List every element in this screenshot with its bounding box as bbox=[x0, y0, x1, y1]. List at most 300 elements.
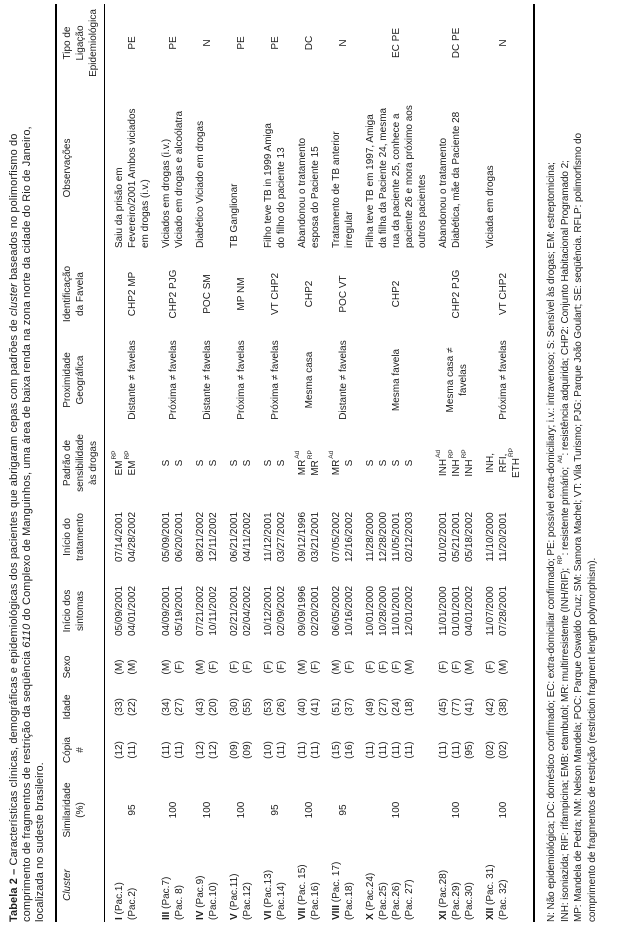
drug-pattern-value bbox=[330, 426, 343, 500]
superscript: Ad bbox=[435, 449, 442, 458]
title-line bbox=[34, 4, 47, 922]
cell-symptoms-date-value: 02/20/2001 bbox=[310, 585, 321, 637]
column-header bbox=[61, 648, 100, 686]
epi-link-value: N bbox=[498, 39, 509, 47]
cell-symptoms-date-value: 10/11/2002 bbox=[208, 586, 219, 636]
observation-line: irregular bbox=[344, 211, 355, 248]
cell-epi-link bbox=[484, 4, 523, 82]
cluster-row-VIII bbox=[330, 4, 356, 922]
header-line: Idade bbox=[62, 694, 73, 720]
cell-symptoms-date-value: 10/28/2000 bbox=[378, 585, 389, 637]
cell-age-value: (22) bbox=[127, 698, 138, 716]
cell-treatment-date bbox=[160, 500, 186, 574]
text-segment: baseados no polimorfismo do bbox=[8, 133, 20, 284]
favela-value: CHP2 bbox=[391, 280, 402, 308]
cell-treatment-date-value: 05/21/2001 bbox=[451, 511, 462, 563]
proximity-value: favelas bbox=[457, 364, 469, 396]
cell-drug-pattern bbox=[437, 426, 476, 500]
cell-sex-value: (F) bbox=[451, 660, 462, 674]
cell-sex-value: (F) bbox=[391, 660, 402, 674]
observation-line: Abandonou o tratamento bbox=[438, 137, 449, 248]
cell-proximity bbox=[160, 334, 186, 426]
similarity-value: 95 bbox=[337, 804, 349, 816]
cell-symptoms-date-value: 05/09/2001 bbox=[114, 585, 125, 637]
text-segment: INH, bbox=[485, 453, 496, 473]
text-segment: INH: isoniazida; RIF: rifampicina; EMB: etambutol; MR: multirresistente (INH/RIF); bbox=[559, 565, 571, 922]
cell-treatment-date-value: 03/27/2002 bbox=[276, 511, 287, 563]
cell-copy-value: (09) bbox=[229, 741, 240, 759]
cell-copy-value: (11) bbox=[127, 741, 138, 759]
header-line: sintomas bbox=[75, 591, 86, 632]
superscript: RP bbox=[448, 449, 455, 459]
cell-sex-value: (F) bbox=[344, 660, 355, 674]
cell-sex-value: (F) bbox=[174, 660, 185, 674]
patient-label: (Pac.10) bbox=[208, 882, 219, 920]
observation-line: Diabética, mãe da Paciente 28 bbox=[451, 111, 462, 248]
cell-copy-value: (16) bbox=[344, 741, 355, 759]
header-line: Início do bbox=[62, 518, 73, 556]
drug-pattern-value bbox=[364, 426, 377, 500]
similarity-value: 95 bbox=[127, 804, 138, 816]
cell-sex bbox=[194, 648, 220, 686]
cell-observations bbox=[194, 82, 220, 254]
epi-link-value: PE bbox=[235, 36, 247, 50]
header-line: Identificação bbox=[62, 265, 73, 323]
cell-age-value: (51) bbox=[331, 698, 342, 716]
text-segment: S bbox=[195, 459, 206, 467]
cell-treatment-date bbox=[113, 500, 152, 574]
column-header bbox=[61, 728, 100, 772]
cell-cluster bbox=[113, 848, 152, 922]
cell-copy-value: (12) bbox=[114, 741, 125, 759]
cell-symptoms-date-value: 06/05/2002 bbox=[331, 585, 342, 637]
cell-similarity bbox=[194, 772, 220, 848]
cell-treatment-date bbox=[364, 500, 429, 574]
patient-label: (Pac.16) bbox=[310, 882, 321, 920]
observation-line: Filha teve TB em 1997, Amiga bbox=[365, 114, 376, 248]
text-segment: EM bbox=[127, 460, 138, 476]
header-line: Cluster bbox=[62, 869, 73, 901]
cell-observations bbox=[228, 82, 254, 254]
footnote-line bbox=[556, 4, 573, 922]
proximity-value: Mesma casa bbox=[303, 351, 315, 409]
favela-value: CHP2 bbox=[303, 280, 315, 308]
drug-pattern-value bbox=[126, 426, 139, 500]
title-line bbox=[8, 4, 21, 922]
header-line: Ligação bbox=[75, 25, 86, 61]
cell-proximity bbox=[296, 334, 322, 426]
cell-sex bbox=[113, 648, 152, 686]
cell-favela bbox=[330, 254, 356, 334]
cell-age-value: (27) bbox=[378, 698, 389, 716]
patient-label: XI (Pac.28) bbox=[438, 869, 449, 920]
cell-age-value: (20) bbox=[208, 698, 219, 716]
cell-age-value: (41) bbox=[310, 698, 321, 716]
cell-sex-value: (F) bbox=[276, 660, 287, 674]
cell-treatment-date-value: 04/11/2002 bbox=[242, 512, 253, 562]
cell-symptoms-date-value: 10/16/2002 bbox=[344, 585, 355, 637]
cluster-row-V bbox=[228, 4, 254, 922]
cell-age bbox=[484, 686, 523, 728]
cell-copy-value: (11) bbox=[378, 741, 389, 759]
observation-line: outros pacientes bbox=[417, 174, 428, 248]
text-segment: MR bbox=[331, 459, 342, 476]
patient-label: (Pac.30) bbox=[464, 882, 475, 920]
cell-proximity bbox=[364, 334, 429, 426]
cell-symptoms-date-value: 05/19/2001 bbox=[174, 585, 185, 637]
header-line: da Favela bbox=[75, 272, 86, 316]
cell-favela bbox=[262, 254, 288, 334]
header-line: às drogas bbox=[88, 441, 99, 485]
cell-similarity bbox=[228, 772, 254, 848]
drug-pattern-value bbox=[275, 426, 288, 500]
cell-sex bbox=[437, 648, 476, 686]
cell-sex bbox=[228, 648, 254, 686]
proximity-value: Distante ≠ favelas bbox=[127, 340, 138, 420]
cell-age-value: (26) bbox=[276, 698, 287, 716]
patient-label: I (Pac.1) bbox=[114, 882, 125, 920]
cell-treatment-date-value: 12/11/2002 bbox=[208, 512, 219, 562]
drug-pattern-value bbox=[262, 426, 275, 500]
cell-copy-value: (11) bbox=[391, 741, 402, 759]
cell-cluster bbox=[484, 848, 523, 922]
cell-age bbox=[364, 686, 429, 728]
cell-copy-value: (11) bbox=[404, 741, 415, 759]
cell-cluster bbox=[262, 848, 288, 922]
cell-symptoms-date-value: 04/01/2002 bbox=[127, 585, 138, 637]
epi-link-value: PE bbox=[167, 36, 179, 50]
cluster-name: IV bbox=[195, 910, 206, 920]
cell-similarity bbox=[364, 772, 429, 848]
observation-line: Viciados em drogas (i.v.) bbox=[161, 138, 172, 248]
drug-pattern-value bbox=[207, 426, 220, 500]
drug-pattern-value bbox=[309, 426, 322, 500]
cell-proximity bbox=[228, 334, 254, 426]
favela-value: VT CHP2 bbox=[269, 272, 281, 316]
column-header bbox=[61, 82, 100, 254]
cell-treatment-date bbox=[296, 500, 322, 574]
favela-value: CHP2 PJG bbox=[167, 269, 179, 319]
text-segment: cluster bbox=[8, 283, 20, 317]
cell-copy-value: (11) bbox=[297, 741, 308, 759]
observation-line: Abandonou o tratamento bbox=[297, 137, 308, 248]
drug-pattern-value bbox=[160, 426, 173, 500]
text-segment: INH bbox=[438, 458, 449, 477]
cell-drug-pattern bbox=[194, 426, 220, 500]
cell-sex bbox=[160, 648, 186, 686]
cell-cluster bbox=[437, 848, 476, 922]
cell-age-value: (37) bbox=[344, 698, 355, 716]
cell-similarity bbox=[484, 772, 523, 848]
cell-observations bbox=[484, 82, 523, 254]
proximity-value: Mesma casa ≠ bbox=[444, 347, 456, 413]
cell-sex-value: (F) bbox=[263, 660, 274, 674]
patient-label: (Pac. 27) bbox=[404, 879, 415, 920]
cell-observations bbox=[364, 82, 429, 254]
cell-proximity bbox=[113, 334, 152, 426]
cell-symptoms-date bbox=[364, 574, 429, 648]
cell-treatment-date-value: 11/05/2001 bbox=[391, 512, 402, 562]
cell-treatment-date-value: 12/28/2000 bbox=[378, 511, 389, 563]
proximity-value: Distante ≠ favelas bbox=[201, 340, 213, 420]
patient-label: X (Pac.24) bbox=[365, 872, 376, 920]
table-body bbox=[105, 4, 535, 922]
superscript: RP bbox=[556, 555, 564, 565]
cell-copy-value: (11) bbox=[451, 741, 462, 759]
text-segment: MR bbox=[310, 460, 321, 476]
cell-epi-link bbox=[330, 4, 356, 82]
column-header bbox=[61, 500, 100, 574]
patient-label: (Pac.2) bbox=[127, 887, 138, 920]
superscript: RP bbox=[307, 450, 314, 460]
favela-value: VT CHP2 bbox=[498, 272, 509, 316]
header-line: Observações bbox=[62, 138, 73, 198]
superscript: RP bbox=[111, 450, 118, 460]
cell-treatment-date-value: 08/21/2002 bbox=[195, 511, 206, 563]
cell-favela bbox=[484, 254, 523, 334]
cell-treatment-date-value: 11/12/2001 bbox=[263, 512, 274, 562]
cell-sex-value: (M) bbox=[464, 659, 475, 675]
column-header bbox=[61, 4, 100, 82]
cell-age-value: (49) bbox=[365, 698, 376, 716]
cell-symptoms-date bbox=[437, 574, 476, 648]
cell-epi-link bbox=[113, 4, 152, 82]
cell-treatment-date bbox=[194, 500, 220, 574]
patient-label: IV (Pac.9) bbox=[195, 875, 206, 920]
cell-sex-value: (F) bbox=[229, 660, 240, 674]
patient-label: III (Pac.7) bbox=[161, 876, 172, 920]
cell-favela bbox=[364, 254, 429, 334]
observation-line: Diabético Viciado em drogas bbox=[195, 120, 206, 248]
cell-drug-pattern bbox=[330, 426, 356, 500]
cell-copy-value: (11) bbox=[310, 741, 321, 759]
patient-label: (Pac.18) bbox=[344, 882, 355, 920]
cell-epi-link bbox=[160, 4, 186, 82]
drug-pattern-value bbox=[241, 426, 254, 500]
text-segment: S bbox=[378, 459, 389, 467]
similarity-value: 100 bbox=[391, 801, 402, 819]
cell-treatment-date bbox=[330, 500, 356, 574]
text-segment: N: Não epidemiológica; DC: doméstico confirmado; EC: extra-domiciliar confirmado; PE: possível extra-domiciliary; i.v.: intravenoso; S: Sensível às drogas; EM: estreptomicina; bbox=[546, 162, 557, 922]
text-segment: localizada no sudeste brasileiro. bbox=[34, 762, 46, 922]
cell-age-value: (53) bbox=[263, 698, 274, 716]
table-header-row bbox=[55, 4, 105, 922]
column-header bbox=[61, 574, 100, 648]
patient-label: VIII (Pac. 17) bbox=[331, 861, 342, 920]
cell-sex bbox=[296, 648, 322, 686]
patient-label: VI (Pac.13) bbox=[263, 869, 274, 920]
column-header bbox=[61, 254, 100, 334]
cluster-row-I bbox=[113, 4, 152, 922]
similarity-value: 100 bbox=[498, 801, 509, 819]
cell-treatment-date-value: 09/12/1996 bbox=[297, 511, 308, 563]
cluster-name: VII bbox=[297, 907, 308, 920]
cell-treatment-date-value: 05/09/2001 bbox=[161, 511, 172, 563]
cell-sex bbox=[330, 648, 356, 686]
observation-line: TB Ganglionar bbox=[229, 183, 240, 248]
cell-observations bbox=[262, 82, 288, 254]
observation-line: Fevereiro/2001 Ambos viciados bbox=[127, 108, 138, 248]
cell-age-value: (38) bbox=[498, 698, 509, 716]
cell-drug-pattern bbox=[484, 426, 523, 500]
cell-age-value: (30) bbox=[229, 698, 240, 716]
cell-similarity bbox=[262, 772, 288, 848]
cell-copy-value: (10) bbox=[263, 741, 274, 759]
drug-pattern-value bbox=[390, 426, 403, 500]
cell-copy-value: (11) bbox=[161, 741, 172, 759]
epi-link-value: N bbox=[201, 39, 213, 47]
header-line: sensibilidade bbox=[75, 434, 86, 492]
cell-symptoms-date-value: 10/12/2001 bbox=[263, 585, 274, 637]
cluster-row-XI bbox=[437, 4, 476, 922]
cell-observations bbox=[160, 82, 186, 254]
text-segment: S bbox=[208, 459, 219, 467]
cell-sex bbox=[364, 648, 429, 686]
cell-treatment-date-value: 07/14/2001 bbox=[114, 511, 125, 563]
drug-pattern-value bbox=[377, 426, 390, 500]
cluster-name: I bbox=[114, 917, 125, 920]
cell-symptoms-date-value: 09/09/1996 bbox=[297, 585, 308, 637]
text-segment: : resistência adquirida; CHP2: Conjunto Habitacional Programado 2; bbox=[559, 160, 571, 456]
cell-copy bbox=[194, 728, 220, 772]
cell-drug-pattern bbox=[364, 426, 429, 500]
header-line: Padrão de bbox=[62, 439, 73, 487]
cell-treatment-date-value: 11/10/2000 bbox=[485, 512, 496, 562]
patient-label: (Pac.29) bbox=[451, 882, 462, 920]
superscript: RP bbox=[508, 447, 515, 458]
drug-pattern-value bbox=[194, 426, 207, 500]
text-segment: Tabela 2 – bbox=[8, 865, 20, 922]
text-segment: S bbox=[276, 459, 287, 467]
cell-sex bbox=[484, 648, 523, 686]
cell-sex-value: (M) bbox=[331, 659, 342, 675]
text-segment: S bbox=[344, 459, 355, 467]
cell-drug-pattern bbox=[113, 426, 152, 500]
cell-sex-value: (F) bbox=[485, 660, 496, 674]
cluster-row-X bbox=[364, 4, 429, 922]
cell-cluster bbox=[296, 848, 322, 922]
cell-epi-link bbox=[296, 4, 322, 82]
cell-treatment-date-value: 06/21/2001 bbox=[229, 511, 240, 563]
cell-epi-link bbox=[262, 4, 288, 82]
drug-pattern-value bbox=[403, 426, 416, 500]
cell-copy bbox=[330, 728, 356, 772]
cell-copy bbox=[262, 728, 288, 772]
cell-symptoms-date bbox=[228, 574, 254, 648]
cell-favela bbox=[160, 254, 186, 334]
cell-copy-value: (15) bbox=[331, 741, 342, 759]
similarity-value: 100 bbox=[167, 801, 179, 819]
cell-similarity bbox=[113, 772, 152, 848]
cell-copy-value: (11) bbox=[174, 741, 185, 759]
cell-symptoms-date bbox=[194, 574, 220, 648]
table bbox=[55, 4, 535, 922]
cell-cluster bbox=[160, 848, 186, 922]
column-header bbox=[61, 772, 100, 848]
text-segment: S bbox=[391, 459, 402, 467]
observation-line: rua da paciente 25, conhece a bbox=[391, 113, 402, 248]
cluster-row-III bbox=[160, 4, 186, 922]
header-line: Início dos bbox=[62, 589, 73, 633]
header-line: Tipo de bbox=[62, 26, 73, 60]
epi-link-value: DC bbox=[303, 35, 315, 51]
observation-line: Tratamento de TB anterior bbox=[331, 131, 342, 248]
cell-age-value: (33) bbox=[114, 698, 125, 716]
cell-copy bbox=[296, 728, 322, 772]
cell-age-value: (41) bbox=[464, 698, 475, 716]
cell-cluster bbox=[194, 848, 220, 922]
title-line bbox=[21, 4, 34, 922]
cell-drug-pattern bbox=[228, 426, 254, 500]
drug-pattern-value bbox=[463, 426, 476, 500]
column-header bbox=[61, 848, 100, 922]
cell-age bbox=[296, 686, 322, 728]
favela-value: POC SM bbox=[201, 274, 213, 314]
cell-treatment-date-value: 11/20/2001 bbox=[498, 512, 509, 562]
cell-proximity bbox=[330, 334, 356, 426]
cell-sex-value: (M) bbox=[297, 659, 308, 675]
proximity-value: Próxima ≠ favelas bbox=[167, 340, 179, 420]
patient-label: (Pac. 8) bbox=[174, 884, 185, 920]
epi-link-value: N bbox=[337, 39, 349, 47]
cell-favela bbox=[113, 254, 152, 334]
cell-sex-value: (M) bbox=[404, 659, 415, 675]
cell-copy-value: (12) bbox=[195, 741, 206, 759]
favela-value: CHP2 MP bbox=[127, 271, 138, 317]
cell-age-value: (18) bbox=[404, 698, 415, 716]
cell-symptoms-date-value: 07/21/2002 bbox=[195, 585, 206, 637]
superscript: Ad bbox=[328, 450, 335, 459]
proximity-value: Distante ≠ favelas bbox=[337, 340, 349, 420]
observation-line: Viciada em drogas bbox=[485, 165, 496, 248]
drug-pattern-value bbox=[173, 426, 186, 500]
proximity-value: Próxima ≠ favelas bbox=[498, 340, 509, 420]
proximity-value: Próxima ≠ favelas bbox=[269, 340, 281, 420]
text-segment: S bbox=[365, 459, 376, 467]
observation-line: Filho teve TB in 1999 Amiga bbox=[263, 123, 274, 248]
superscript: Ad bbox=[556, 455, 564, 464]
cell-copy bbox=[484, 728, 523, 772]
cell-symptoms-date-value: 02/21/2001 bbox=[229, 585, 240, 637]
text-segment: Características clínicas, demográficas e epidemiológicas dos pacientes que abrigaram cepas com padrões de bbox=[8, 316, 20, 866]
superscript: RP bbox=[461, 449, 468, 459]
cell-cluster bbox=[228, 848, 254, 922]
cell-observations bbox=[437, 82, 476, 254]
cell-sex-value: (M) bbox=[114, 659, 125, 675]
cell-symptoms-date-value: 10/01/2000 bbox=[365, 585, 376, 637]
cell-symptoms-date-value: 01/01/2001 bbox=[451, 585, 462, 637]
cell-cluster bbox=[364, 848, 429, 922]
cell-copy-value: (11) bbox=[276, 741, 287, 759]
cluster-name: VI bbox=[263, 910, 274, 920]
text-segment: S bbox=[404, 459, 415, 467]
favela-value: POC VT bbox=[337, 275, 349, 313]
cluster-row-XII bbox=[484, 4, 523, 922]
similarity-value: 100 bbox=[201, 801, 213, 819]
text-segment: ETH bbox=[511, 458, 522, 479]
cell-treatment-date-value: 11/28/2000 bbox=[365, 512, 376, 562]
cell-copy bbox=[437, 728, 476, 772]
cell-drug-pattern bbox=[296, 426, 322, 500]
cell-symptoms-date-value: 12/01/2002 bbox=[404, 585, 415, 637]
cell-age bbox=[160, 686, 186, 728]
header-line: (%) bbox=[75, 802, 86, 818]
cell-symptoms-date bbox=[296, 574, 322, 648]
column-header bbox=[61, 686, 100, 728]
cell-treatment-date-value: 12/16/2002 bbox=[344, 511, 355, 563]
cell-symptoms-date-value: 11/01/2001 bbox=[391, 586, 402, 636]
cell-age bbox=[262, 686, 288, 728]
